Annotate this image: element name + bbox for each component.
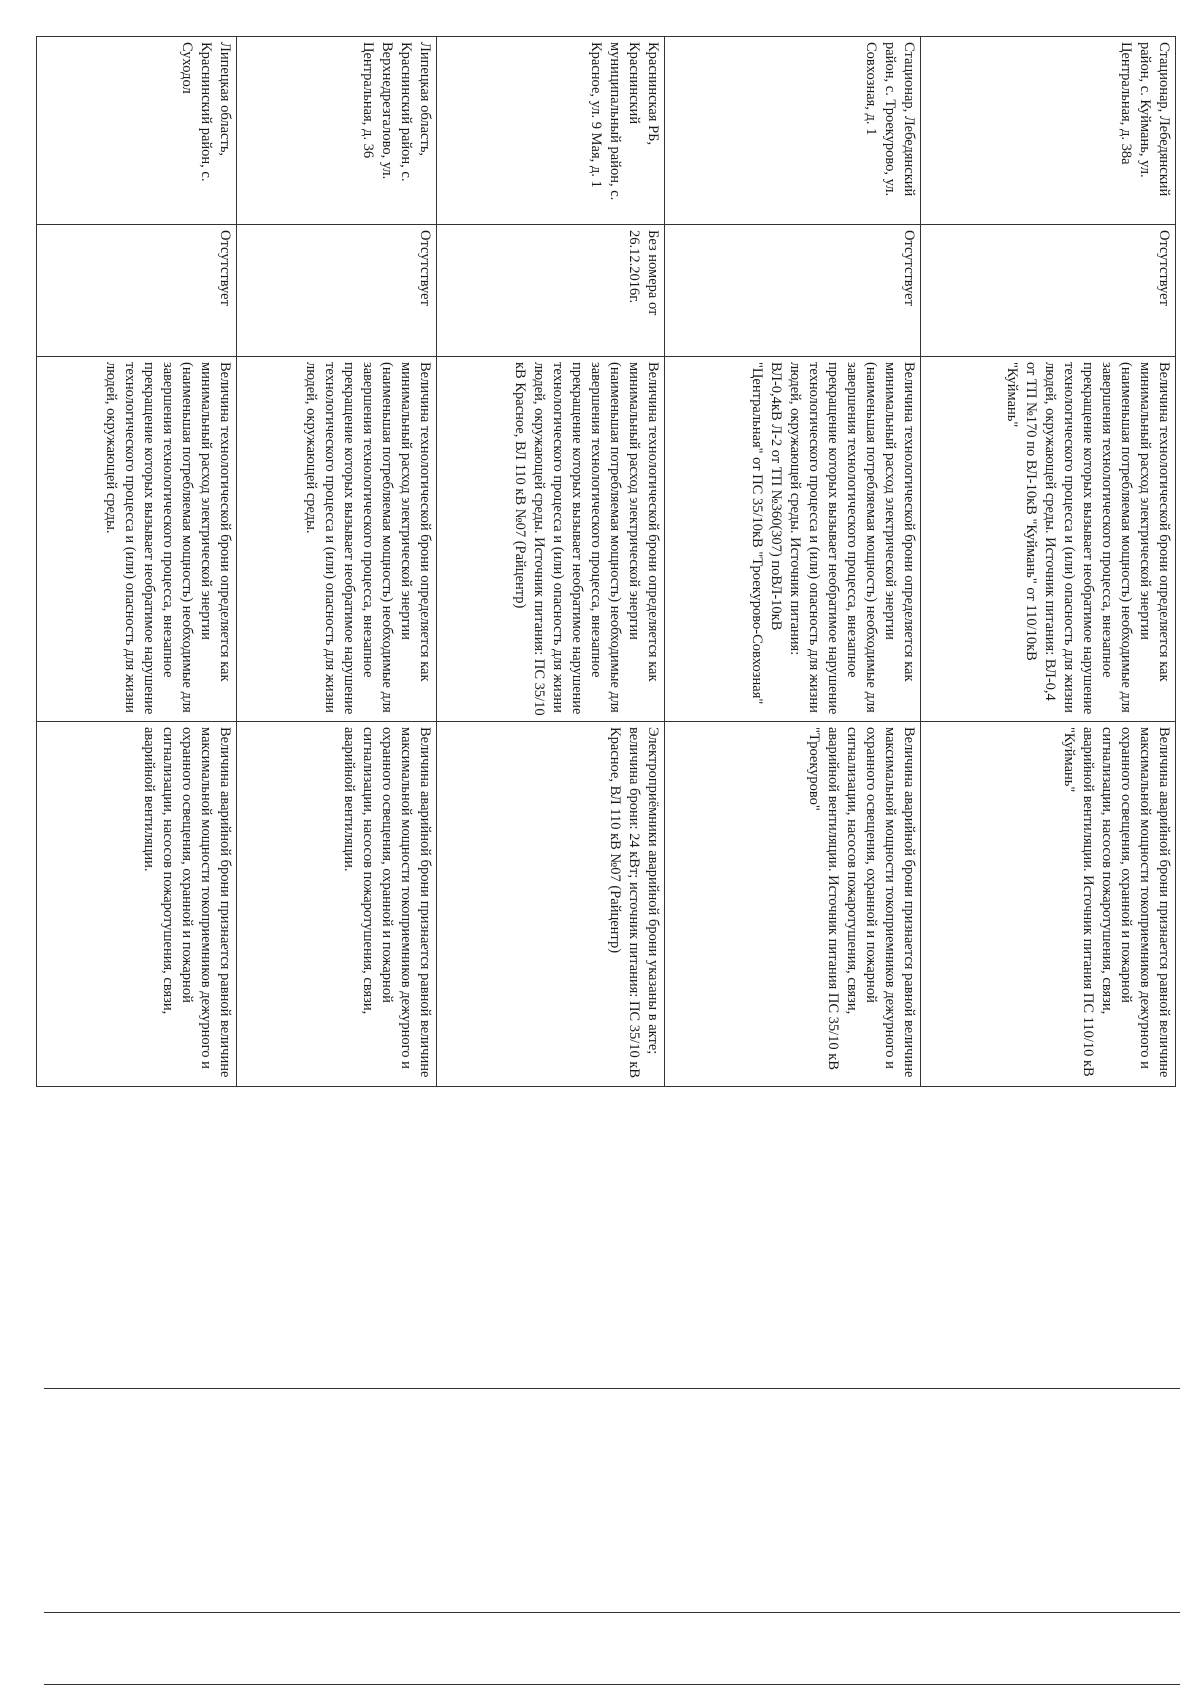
table-row — [37, 37, 237, 1087]
address-cell: Краснинская РБ, Краснинский муниципальный район, с. Красное, ул. 9 Мая, д. 1 — [437, 37, 665, 225]
act-cell: Отсутствует — [665, 225, 920, 357]
table-row — [665, 37, 920, 1087]
act-cell: Отсутствует — [237, 225, 437, 357]
emergency-reserve-cell: Величина аварийной брони признается равной величине максимальной мощности токоприемников дежурного и охранного освещения, охранной и пожарной сигнализации, насосов пожаротушения, связи, аварийной вентиляции. Источник питания ПС 35/10 кВ "Троекурово" — [665, 722, 920, 1087]
address-cell: Стационар, Лебедянский район, с. Троекурово, ул. Совхозная, д. 1 — [665, 37, 920, 225]
table-row — [920, 37, 1175, 1087]
divider-line — [44, 1684, 1180, 1685]
tech-reserve-cell: Величина технологической брони определяется как минимальный расход электрической энергии (наименьшая потребляемая мощность) необходимые для завершения технологического процесса, внезапное прекращение которых вызывает необратимое нарушение технологического процесса и (или) опасность для жизни людей, окружающей среды. Источник питания: ПС 35/10 кВ Красное, ВЛ 110 кВ №07 (Райцентр) — [437, 357, 665, 722]
rotated-table-container — [36, 36, 1176, 1086]
act-cell: Отсутствует — [920, 225, 1175, 357]
divider-line — [44, 1388, 1180, 1389]
table-row — [237, 37, 437, 1087]
tech-reserve-cell: Величина технологической брони определяется как минимальный расход электрической энергии (наименьшая потребляемая мощность) необходимые для завершения технологического процесса, внезапное прекращение которых вызывает необратимое нарушение технологического процесса и (или) опасность для жизни людей, окружающей среды. — [37, 357, 237, 722]
emergency-reserve-cell: Величина аварийной брони признается равной величине максимальной мощности токоприемников дежурного и охранного освещения, охранной и пожарной сигнализации, насосов пожаротушения, связи, аварийной вентиляции. — [237, 722, 437, 1087]
emergency-reserve-cell: Величина аварийной брони признается равной величине максимальной мощности токоприемников дежурного и охранного освещения, охранной и пожарной сигнализации, насосов пожаротушения, связи, аварийной вентиляции. — [37, 722, 237, 1087]
address-cell: Липецкая область, Краснинский район, с. Суходол — [37, 37, 237, 225]
act-cell: Без номера от 26.12.2016г. — [437, 225, 665, 357]
reserve-table — [36, 36, 1176, 1087]
tech-reserve-cell: Величина технологической брони определяется как минимальный расход электрической энергии (наименьшая потребляемая мощность) необходимые для завершения технологического процесса, внезапное прекращение которых вызывает необратимое нарушение технологического процесса и (или) опасность для жизни людей, окружающей среды. Источник питания: ВЛ-0,4кВ Л-2 от ТП №360(307) поВЛ-10кВ "Центральная" от ПС 35/10кВ "Троекурово-Совхозная" — [665, 357, 920, 722]
tech-reserve-cell: Величина технологической брони определяется как минимальный расход электрической энергии (наименьшая потребляемая мощность) необходимые для завершения технологического процесса, внезапное прекращение которых вызывает необратимое нарушение технологического процесса и (или) опасность для жизни людей, окружающей среды. — [237, 357, 437, 722]
emergency-reserve-cell: Электроприёмники аварийной брони указаны в акте; величина брони: 24 кВт; источник питания: ПС 35/10 кВ Красное, ВЛ 110 кВ №07 (Райцентр) — [437, 722, 665, 1087]
divider-line — [44, 1612, 1180, 1613]
emergency-reserve-cell: Величина аварийной брони признается равной величине максимальной мощности токоприемников дежурного и охранного освещения, охранной и пожарной сигнализации, насосов пожаротушения, связи, аварийной вентиляции. Источник питания ПС 110/10 кВ "Куймань" — [920, 722, 1175, 1087]
table-row — [437, 37, 665, 1087]
act-cell: Отсутствует — [37, 225, 237, 357]
tech-reserve-cell: Величина технологической брони определяется как минимальный расход электрической энергии (наименьшая потребляемая мощность) необходимые для завершения технологического процесса, внезапное прекращение которых вызывает необратимое нарушение технологического процесса и (или) опасность для жизни людей, окружающей среды. Источник питания: ВЛ-0,4 от ТП №170 по ВЛ-10кВ "Куймань" от 110/10кВ "Куймань" — [920, 357, 1175, 722]
address-cell: Стационар, Лебедянский район, с. Куймань, ул. Центральная, д. 38а — [920, 37, 1175, 225]
address-cell: Липецкая область, Краснинский район, с. Верхнедрезгалово, ул. Центральная, д. 36 — [237, 37, 437, 225]
